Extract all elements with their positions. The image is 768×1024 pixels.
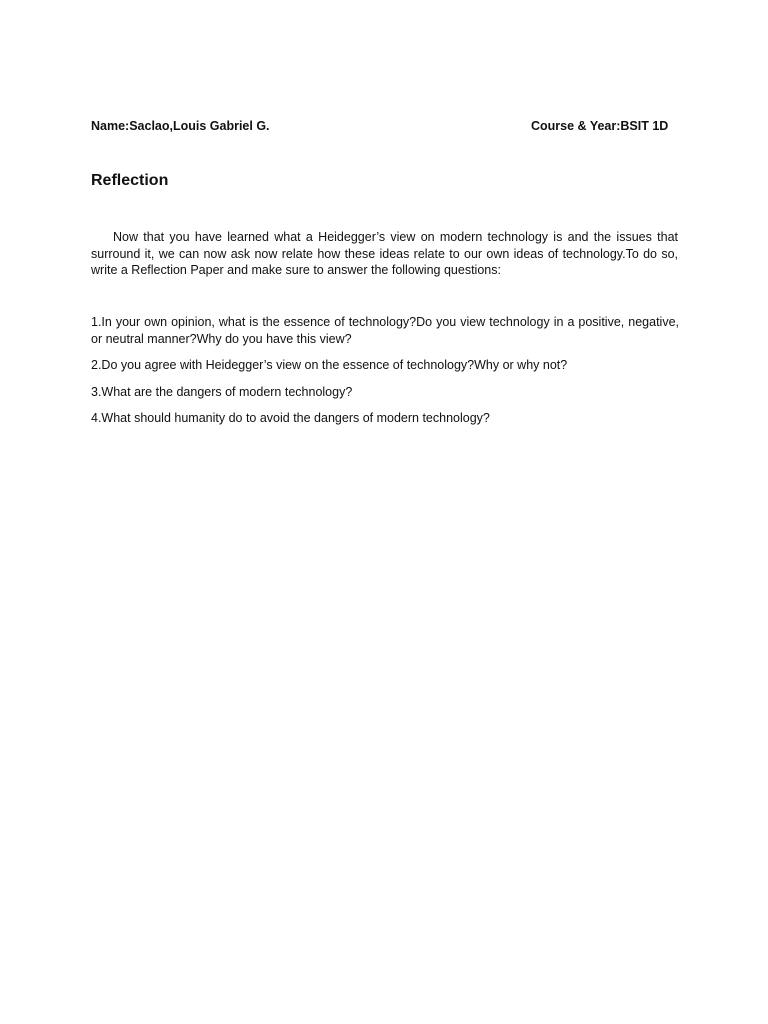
- question-list: [91, 314, 679, 437]
- question-item: 3.What are the dangers of modern technology?: [91, 384, 353, 399]
- intro-paragraph: Now that you have learned what a Heidegger’s view on modern technology is and the issues that surround it, we can now ask now relate how these ideas relate to our own ideas of technology.To do so, write a Reflection Paper and make sure to answer the following questions:: [91, 230, 678, 277]
- course-year: Course & Year:BSIT 1D: [531, 119, 669, 133]
- page-title: Reflection: [91, 172, 169, 189]
- question-item: 4.What should humanity do to avoid the dangers of modern technology?: [91, 411, 490, 425]
- student-name: Name:Saclao,Louis Gabriel G.: [91, 119, 270, 133]
- question-item: 1.In your own opinion, what is the essence of technology?Do you view technology in a positive, negative, or neutral manner?Why do you have this view?: [91, 315, 679, 346]
- document-header: [91, 119, 670, 135]
- question-item: 2.Do you agree with Heidegger’s view on the essence of technology?Why or why not?: [91, 358, 568, 372]
